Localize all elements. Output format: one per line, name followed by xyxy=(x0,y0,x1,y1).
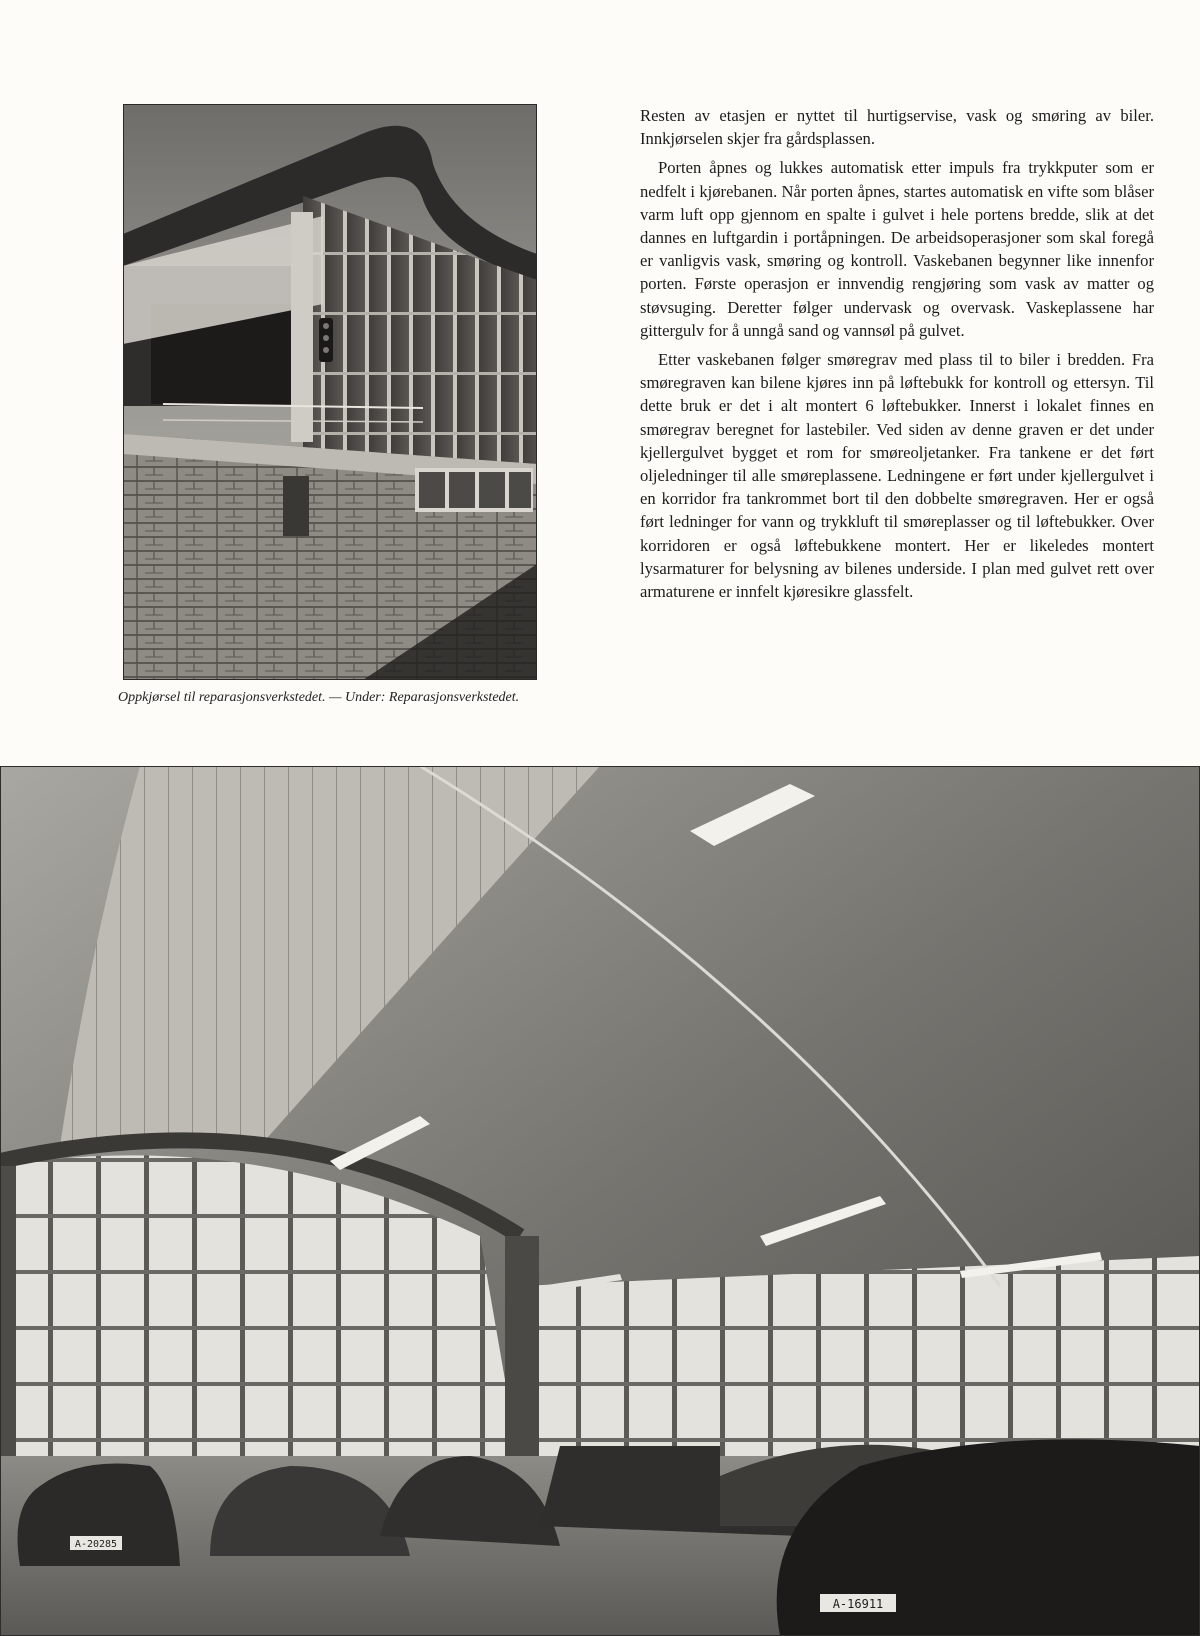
workshop-interior-photo xyxy=(0,766,1200,1636)
exterior-building-photo xyxy=(123,104,537,680)
license-plate-right-text: A-16911 xyxy=(832,1597,884,1611)
article-text-column xyxy=(640,104,1154,609)
exterior-photo-drawing xyxy=(123,104,537,680)
license-plate-left-text: A-20285 xyxy=(74,1539,118,1550)
paragraph: Etter vaskebanen følger smøregrav med plass til to biler i bredden. Fra smøregraven kan bilene kjøres inn på løftebukk for kontroll og ettersyn. Til dette bruk er det i alt montert 6 løftebukker. Innerst i lokalet finnes en smøregrav beregnet for lastebiler. Ved siden av denne graven er det under kjellergulvet bygget et rom for smøreoljetanker. Fra tankene er det ført oljeledninger til alle smøreplassene. Ledningene er ført under kjellergulvet i en korridor fra tankrommet bort til den dobbelte smøregraven. Her er også ført ledninger for vann og trykkluft til smøreplasser og til løftebukker. Over korridoren er også løftebukkene montert. Her er likeledes montert lysarmaturer for belysning av bilenes underside. I plan med gulvet rett over armaturene er innfelt kjøresikre glassfelt. xyxy=(640,350,1154,602)
paragraph: Resten av etasjen er nyttet til hurtigservise, vask og smøring av biler. Innkjørselen skjer fra gårdsplassen. xyxy=(640,106,1154,149)
photo-caption: Oppkjørsel til reparasjonsverkstedet. — Under: Reparasjonsverkstedet. xyxy=(118,690,520,705)
paragraph: Porten åpnes og lukkes automatisk etter impuls fra trykkputer som er nedfelt i kjørebanen. Når porten åpnes, startes automatisk en vifte som blåser varm luft opp gjennom en spalte i gulvet i hele portens bredde, slik at det dannes en luftgardin i portåpningen. De arbeidsoperasjoner som skal foregå er vanligvis vask, smøring og kontroll. Vaskebanen begynner like innenfor porten. Første operasjon er innvendig rengjøring som vask av matter og støvsuging. Deretter følger undervask og overvask. Vaskeplassene har gittergulv for å unngå sand og vannsøl på gulvet. xyxy=(640,158,1154,340)
interior-photo-drawing xyxy=(0,766,1200,1636)
